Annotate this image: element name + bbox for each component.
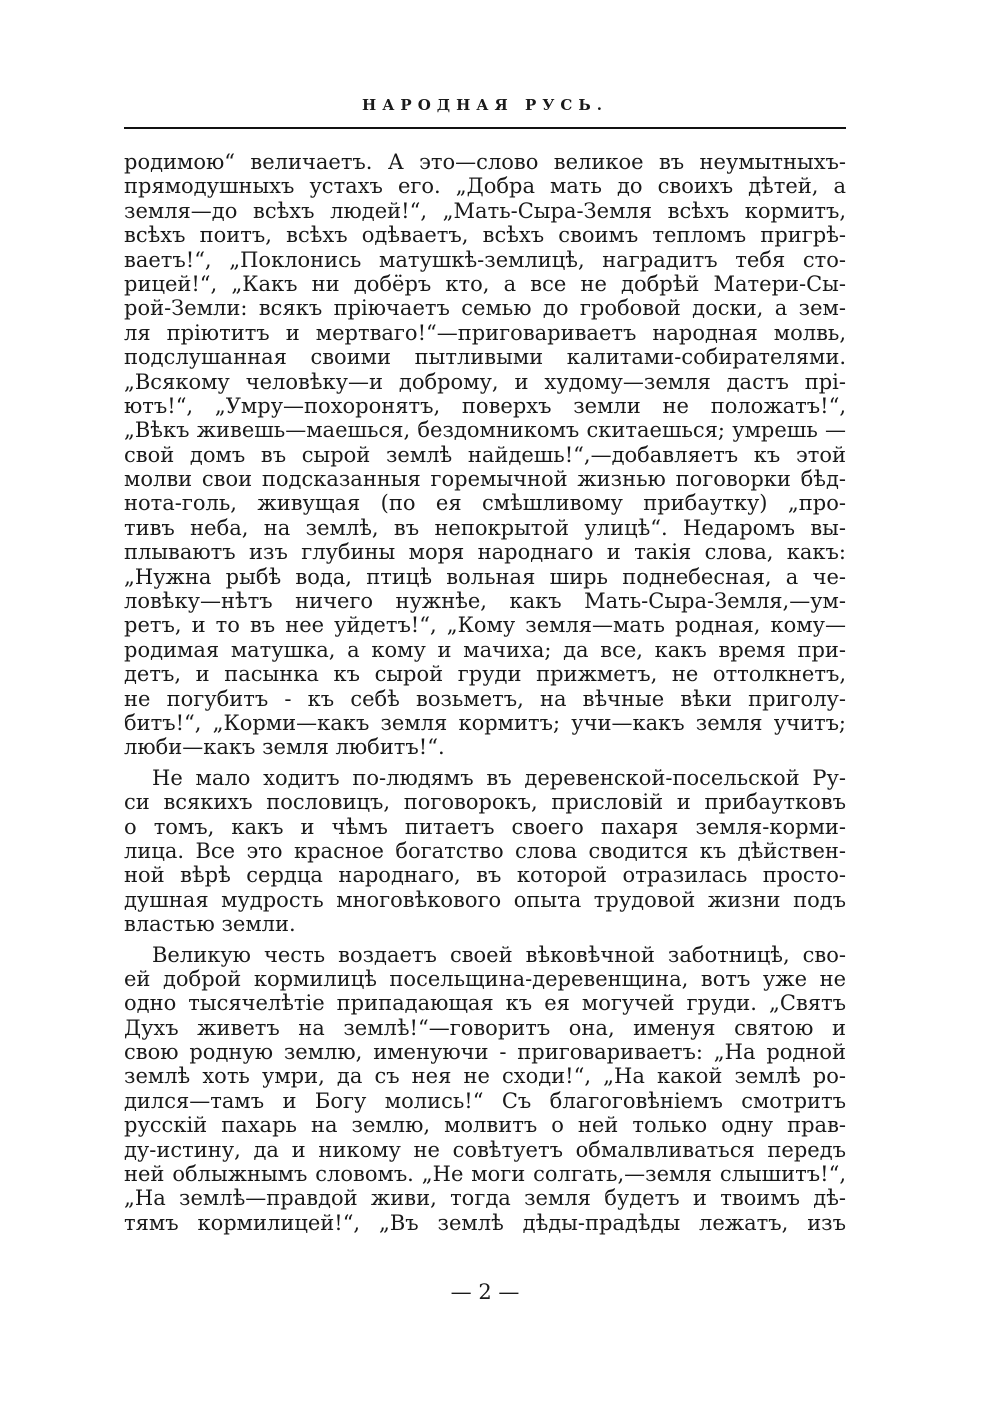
text-line: прямодушныхъ устахъ его. „Добра мать до своихъ дѣтей, а — [124, 174, 846, 199]
text-line: нота-голь, живущая (по ея смѣшливому прибаутку) „про- — [124, 491, 846, 516]
text-line: люби—какъ земля любитъ!“. — [124, 735, 445, 760]
text-line: рой-Земли: всякъ пріючаетъ семью до гробовой доски, а зем- — [124, 296, 846, 321]
text-line: лица. Все это красное богатство слова сводится къ дѣйствен- — [124, 838, 846, 863]
text-line: свой домъ въ сырой землѣ найдешь!“,—добавляетъ къ этой — [124, 442, 846, 467]
text-line: властью земли. — [124, 912, 296, 937]
text-line: ваетъ!“, „Поклонись матушкѣ-землицѣ, наградитъ тебя сто- — [124, 247, 846, 272]
text-line: „Всякому человѣку—и доброму, и худому—земля дастъ прі- — [124, 369, 846, 394]
paragraph — [124, 150, 846, 760]
text-line: дился—тамъ и Богу молись!“ Съ благоговѣніемъ смотритъ — [124, 1088, 846, 1113]
text-line: рицей!“, „Какъ ни добёръ кто, а все не добрѣй Матери-Сы- — [124, 271, 846, 296]
text-line: детъ, и пасынка къ сырой груди прижметъ, не оттолкнетъ, — [124, 662, 846, 687]
text-line: свою родную землю, именуючи - приговариваетъ: „На родной — [124, 1040, 846, 1065]
text-line: всѣхъ поитъ, всѣхъ одѣваетъ, всѣхъ своимъ тепломъ пригрѣ- — [124, 223, 846, 248]
running-head: НАРОДНАЯ РУСЬ. — [362, 96, 608, 114]
text-line: душная мудрость многовѣкового опыта трудовой жизни подъ — [124, 887, 846, 912]
text-line: ней облыжнымъ словомъ. „Не моги солгать,—земля слышитъ!“, — [124, 1162, 846, 1187]
text-line: Духъ живетъ на землѣ!“—говоритъ она, именуя святою и — [124, 1015, 846, 1040]
paragraph — [124, 943, 846, 1236]
text-line: родимою“ величаетъ. А это—слово великое въ неумытныхъ- — [124, 150, 846, 174]
text-line: тямъ кормилицей!“, „Въ землѣ дѣды-прадѣды лежатъ, изъ — [124, 1210, 846, 1235]
text-line: русскій пахарь на землю, молвитъ о ней только одну прав- — [124, 1113, 846, 1138]
text-line: подслушанная своими пытливыми калитами-собирателями. — [124, 345, 846, 370]
text-line: Не мало ходитъ по-людямъ въ деревенской-посельской Ру- — [152, 765, 846, 790]
text-line: ду-истину, да и никому не совѣтуетъ обмалвливаться передъ — [124, 1137, 846, 1162]
text-line: Великую честь воздаетъ своей вѣковѣчной заботницѣ, сво- — [152, 942, 846, 967]
text-line: „Вѣкъ живешь—маешься, бездомникомъ скитаешься; умрешь — — [124, 418, 846, 443]
text-line: ля пріютитъ и мертваго!“—приговариваетъ народная молвь, — [124, 320, 846, 345]
text-line: битъ!“, „Корми—какъ земля кормитъ; учи—какъ земля учитъ; — [124, 710, 846, 735]
text-line: не погубитъ - къ себѣ возьметъ, на вѣчные вѣки приголу- — [124, 686, 846, 711]
text-line: родимая матушка, а кому и мачиха; да все, какъ время при- — [124, 637, 846, 662]
text-line: землѣ хоть умри, да съ нея не сходи!“, „На какой землѣ ро- — [124, 1064, 846, 1089]
text-line: ловѣку—нѣтъ ничего нужнѣе, какъ Мать-Сыра-Земля,—ум- — [124, 589, 846, 614]
text-line: ютъ!“, „Умру—похоронятъ, поверхъ земли не положатъ!“, — [124, 393, 846, 418]
paragraph — [124, 766, 846, 937]
text-line: „На землѣ—правдой живи, тогда земля будетъ и твоимъ дѣ- — [124, 1186, 846, 1211]
header-rule — [124, 127, 846, 129]
text-line: одно тысячелѣтіе припадающая къ ея могучей груди. „Святъ — [124, 991, 846, 1016]
text-line: тивъ неба, на землѣ, въ непокрытой улицѣ“. Недаромъ вы- — [124, 515, 846, 540]
text-line: плываютъ изъ глубины моря народнаго и такія слова, какъ: — [124, 540, 846, 565]
body-text — [124, 150, 846, 1235]
page-number: — 2 — — [450, 1280, 520, 1304]
text-line: молви свои подсказанныя горемычной жизнью поговорки бѣд- — [124, 467, 846, 492]
text-line: ной вѣрѣ сердца народнаго, въ которой отразилась просто- — [124, 863, 846, 888]
text-line: ей доброй кормилицѣ посельщина-деревенщина, вотъ уже не — [124, 966, 846, 991]
text-line: ретъ, и то въ нее уйдетъ!“, „Кому земля—мать родная, кому— — [124, 613, 846, 638]
text-line: „Нужна рыбѣ вода, птицѣ вольная ширь поднебесная, а че- — [124, 564, 846, 589]
text-line: земля—до всѣхъ людей!“, „Мать-Сыра-Земля всѣхъ кормитъ, — [124, 198, 846, 223]
text-line: о томъ, какъ и чѣмъ питаетъ своего пахаря земля-корми- — [124, 814, 846, 839]
text-line: си всякихъ пословицъ, поговорокъ, присловій и прибаутковъ — [124, 790, 846, 815]
